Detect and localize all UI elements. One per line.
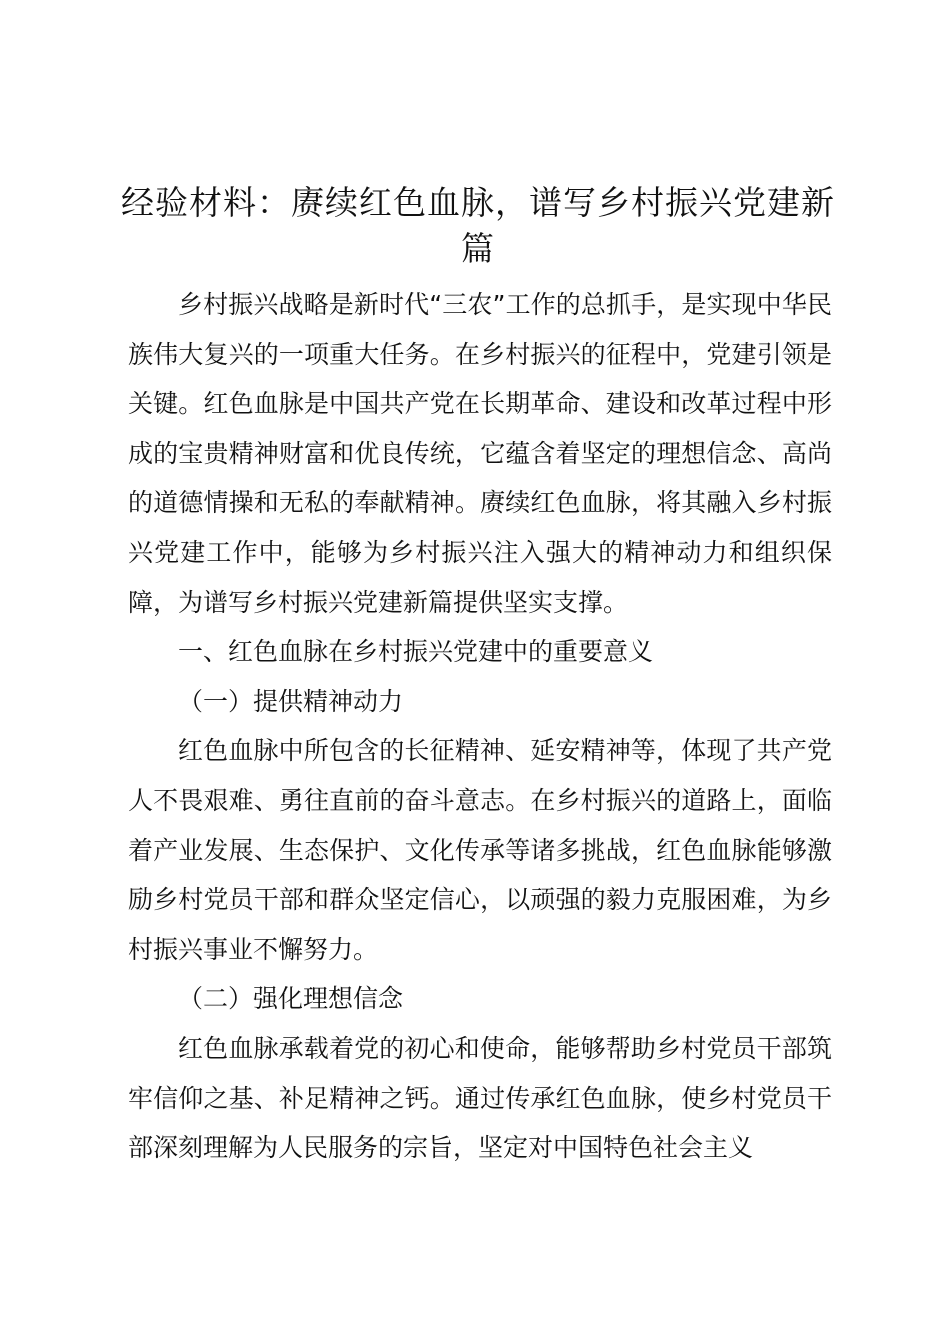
document-body xyxy=(128,280,832,1173)
body-paragraph-2: 红色血脉承载着党的初心和使命，能够帮助乡村党员干部筑牢信仰之基、补足精神之钙。通过传承红色血脉，使乡村党员干部深刻理解为人民服务的宗旨，坚定对中国特色社会主义 xyxy=(128,1033,832,1163)
section-heading-1: 一、红色血脉在乡村振兴党建中的重要意义 xyxy=(178,637,654,667)
subsection-heading-1: （一）提供精神动力 xyxy=(178,686,404,716)
subsection-heading-2: （二）强化理想信念 xyxy=(178,984,404,1014)
intro-paragraph: 乡村振兴战略是新时代“三农”工作的总抓手，是实现中华民族伟大复兴的一项重大任务。在乡村振兴的征程中，党建引领是关键。红色血脉是中国共产党在长期革命、建设和改革过程中形成的宝贵精神财富和优良传统，它蕴含着坚定的理想信念、高尚的道德情操和无私的奉献精神。赓续红色血脉，将其融入乡村振兴党建工作中，能够为乡村振兴注入强大的精神动力和组织保障，为谱写乡村振兴党建新篇提供坚实支撑。 xyxy=(128,290,832,617)
document-title: 经验材料：赓续红色血脉，谱写乡村振兴党建新篇 xyxy=(121,183,835,268)
body-paragraph-1: 红色血脉中所包含的长征精神、延安精神等，体现了共产党人不畏艰难、勇往直前的奋斗意志。在乡村振兴的道路上，面临着产业发展、生态保护、文化传承等诸多挑战，红色血脉能够激励乡村党员干部和群众坚定信心，以顽强的毅力克服困难，为乡村振兴事业不懈努力。 xyxy=(128,736,832,964)
